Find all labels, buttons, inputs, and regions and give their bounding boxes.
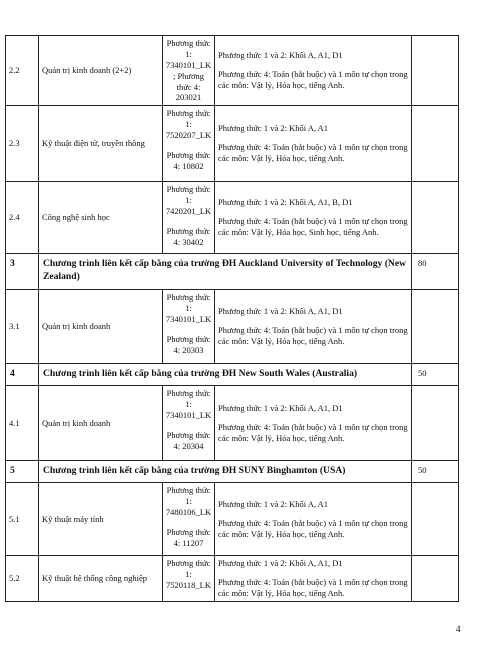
program-code [163,106,215,182]
admission-requirements [215,386,412,461]
program-quota [412,556,459,602]
program-code-line: 7480106_LK [165,507,212,517]
program-code-line: ; Phương [172,70,205,81]
program-number: 3.1 [6,290,39,364]
requirement-method-4: Phương thức 4: Toán (bắt buộc) và 1 môn tự chọn trong các môn: Vật lý, Hóa học, tiếng Anh. [218,577,408,598]
requirement-method-4: Phương thức 4: Toán (bắt buộc) và 1 môn tự chọn trong các môn: Vật lý, Hóa học, tiếng Anh. [218,69,408,91]
program-quota [412,386,459,461]
program-name: Kỹ thuật máy tính [39,483,163,556]
program-code [163,386,215,461]
requirement-method-1-2: Phương thức 1 và 2: Khối A, A1, D1 [218,306,343,317]
admissions-table-body [6,36,459,602]
program-quota [412,106,459,182]
program-code-line: 4: 11207 [173,537,204,548]
program-code-line: Phương thức [166,38,211,48]
program-code-line: 1: [185,119,192,130]
program-quota [412,36,459,106]
program-code [163,182,215,254]
program-number: 5.1 [6,483,39,556]
section-quota: 50 [412,461,459,483]
program-name: Kỹ thuật hệ thống công nghiệp [39,556,163,602]
admission-requirements [215,483,412,556]
program-code-line: Phương thức [166,333,211,344]
admission-requirements [215,182,412,254]
program-code-line: 4: 20303 [173,344,204,355]
requirement-method-1-2: Phương thức 1 và 2: Khối A, A1 [218,123,329,134]
program-name: Kỹ thuật điện tử, truyền thông [39,106,163,182]
admissions-table [5,35,459,602]
program-quota [412,182,459,254]
program-code-line: Phương thức [166,108,211,119]
program-code-line: thức 4: [176,81,201,92]
program-row [6,483,459,556]
section-quota: 50 [412,364,459,386]
program-code-line: Phương thức [166,485,211,496]
program-code [163,290,215,364]
section-number: 4 [6,364,39,386]
program-name: Quản trị kinh doanh [39,386,163,461]
program-number: 2.3 [6,106,39,182]
program-code-line: Phương thức [166,526,211,537]
program-quota [412,290,459,364]
program-number: 2.4 [6,182,39,254]
program-code-line: 7420201_LK [165,206,212,216]
program-code-line: 1: [185,399,192,410]
program-code-line: 1: [185,303,192,314]
section-number: 3 [6,254,39,290]
section-header-row [6,364,459,386]
program-code-line: 1: [185,48,192,59]
program-row [6,106,459,182]
program-code-line: 1: [185,496,192,507]
program-row [6,36,459,106]
section-number: 5 [6,461,39,483]
program-code-line: 7520207_LK [165,130,212,140]
section-quota: 80 [412,254,459,290]
program-code [163,483,215,556]
program-code-line: 1: [185,569,192,580]
program-code-line: 4: 10802 [173,160,204,171]
program-number: 4.1 [6,386,39,461]
program-row [6,290,459,364]
requirement-method-4: Phương thức 4: Toán (bắt buộc) và 1 môn tự chọn trong các môn: Vật lý, Hóa học, tiếng Anh. [218,421,408,443]
requirement-method-4: Phương thức 4: Toán (bắt buộc) và 1 môn tự chọn trong các môn: Vật lý, Hóa học, tiếng Anh. [218,325,408,347]
program-quota [412,483,459,556]
section-title: Chương trình liên kết cấp bằng của trường ĐH Auckland University of Technology (New Zealand) [39,254,412,290]
requirement-method-1-2: Phương thức 1 và 2: Khối A, A1, B, D1 [218,197,353,208]
program-code-line: Phương thức [166,149,211,160]
admission-requirements [215,36,412,106]
program-name: Quản trị kinh doanh (2+2) [39,36,163,106]
program-code-line: 7340101_LK [165,314,212,324]
program-number: 5.2 [6,556,39,602]
program-code-line: 4: 20304 [173,440,204,451]
section-header-row [6,461,459,483]
program-name: Công nghệ sinh học [39,182,163,254]
page-number: 4 [456,624,461,634]
program-code-line: 7340101_LK [165,59,212,70]
section-header-row [6,254,459,290]
program-code-line: 1: [185,195,192,206]
admission-requirements [215,290,412,364]
program-code-line: Phương thức [166,388,211,399]
program-code [163,556,215,602]
requirement-method-4: Phương thức 4: Toán (bắt buộc) và 1 môn tự chọn trong các môn: Vật lý, Hóa học, tiếng Anh. [218,142,408,164]
section-title: Chương trình liên kết cấp bằng của trường ĐH New South Wales (Australia) [39,364,412,386]
program-number: 2.2 [6,36,39,106]
program-code-line: Phương thức [166,184,211,195]
program-code-line: 203021 [175,92,202,103]
program-code [163,36,215,106]
program-code-line: Phương thức [166,292,211,303]
program-code-line: 7340101_LK [165,410,212,420]
program-code-line: Phương thức [166,429,211,440]
requirement-method-1-2: Phương thức 1 và 2: Khối A, A1, D1 [218,402,343,413]
program-row [6,386,459,461]
requirement-method-1-2: Phương thức 1 và 2: Khối A, A1, D1 [218,50,343,61]
requirement-method-4: Phương thức 4: Toán (bắt buộc) và 1 môn tự chọn trong các môn: Vật lý, Hóa học, Sinh học, tiếng Anh. [218,216,408,238]
requirement-method-1-2: Phương thức 1 và 2: Khối A, A1, D1 [218,558,343,569]
section-title: Chương trình liên kết cấp bằng của trường ĐH SUNY Binghamton (USA) [39,461,412,483]
admission-requirements [215,556,412,602]
program-code-line: Phương thức [166,558,211,569]
requirement-method-4: Phương thức 4: Toán (bắt buộc) và 1 môn tự chọn trong các môn: Vật lý, Hóa học, tiếng Anh. [218,517,408,539]
program-code-line: 7520118_LK [165,580,211,590]
program-name: Quản trị kinh doanh [39,290,163,364]
program-code-line: Phương thức [166,225,211,236]
program-code-line: 4: 30402 [173,236,204,247]
program-row [6,556,459,602]
program-row [6,182,459,254]
requirement-method-1-2: Phương thức 1 và 2: Khối A, A1 [218,498,329,509]
admission-requirements [215,106,412,182]
